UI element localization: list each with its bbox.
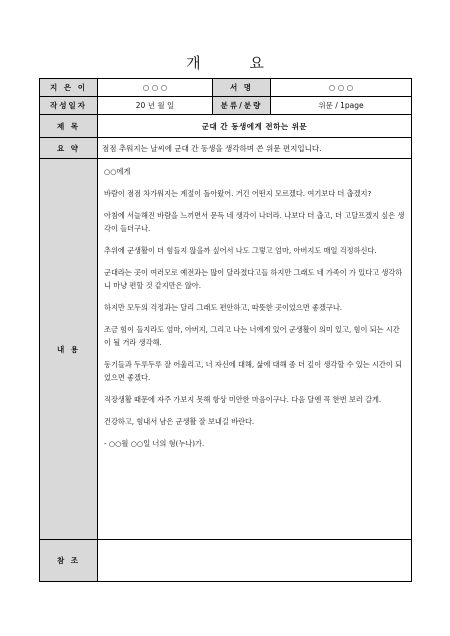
letter-paragraph: 하지만 모두의 걱정과는 달리 그래도 편안하고, 따뜻한 곳이었으면 좋겠구나. <box>104 303 343 312</box>
letter-paragraph: 건강하고, 힘내서 남은 군생활 잘 보내길 바란다. <box>104 417 255 426</box>
author-label: 지 은 이 <box>40 79 98 97</box>
letter-content <box>98 159 412 540</box>
overview-form <box>39 78 412 582</box>
summary-value: 점점 추워지는 날씨에 군대 간 동생을 생각하며 쓴 위문 편지입니다. <box>98 138 412 159</box>
letter-paragraph: 군대라는 곳이 여러모로 예전과는 많이 달라졌다고들 하지만 그래도 네 가족이 가 있다고 생각하니 마냥 편할 것 같지만은 않아. <box>104 268 403 290</box>
author-value: ○ ○ ○ <box>98 79 213 97</box>
letter-paragraph: 동기들과 두루두루 잘 어울리고, 너 자신에 대해, 삶에 대해 좀 더 깊이 생각할 수 있는 시간이 되었으면 좋겠다. <box>104 360 403 382</box>
letter-paragraph: 조금 힘이 들지라도 엄마, 아버지, 그리고 나는 너에게 있어 군생활이 의미 있고, 힘이 되는 시간이 될 거라 생각해. <box>104 325 400 347</box>
subject-label: 제 목 <box>40 115 98 138</box>
signature-label: 서 명 <box>213 79 271 97</box>
letter-paragraph: 추위에 군생활이 더 힘들지 않을까 싶어서 나도 그렇고 엄마, 아버지도 매일 걱정하신다. <box>104 246 377 255</box>
letter-paragraph: ○○에게 <box>104 167 131 176</box>
reference-label: 참 조 <box>40 540 98 582</box>
date-label: 작성일자 <box>40 97 98 115</box>
category-label: 분류/분량 <box>213 97 271 115</box>
summary-label: 요 약 <box>40 138 98 159</box>
date-value: 20 년 월 일 <box>98 97 213 115</box>
content-label: 내 용 <box>40 159 98 540</box>
signature-value: ○ ○ ○ <box>271 79 412 97</box>
letter-paragraph: 직장생활 때문에 자주 가보지 못해 항상 미안한 마음이구나. 다음 달엔 꼭 한번 보러 갈게. <box>104 395 382 404</box>
letter-paragraph: 아침에 서늘해진 바람을 느끼면서 문득 네 생각이 나더라. 나보다 더 춥고, 더 고달프겠지 싶은 생각이 들더구나. <box>104 211 405 233</box>
reference-value <box>98 540 412 582</box>
category-value: 위문 / 1page <box>271 97 412 115</box>
subject-value: 군대 간 동생에게 전하는 위문 <box>98 115 412 138</box>
letter-paragraph: 바람이 점점 차가워지는 계절이 돌아왔어. 거긴 어떤지 모르겠다. 여기보다 더 춥겠지? <box>104 189 372 198</box>
page-title: 개 요 <box>186 54 286 72</box>
letter-signoff: - ○○월 ○○일 너의 형(누나)가. <box>104 439 205 448</box>
